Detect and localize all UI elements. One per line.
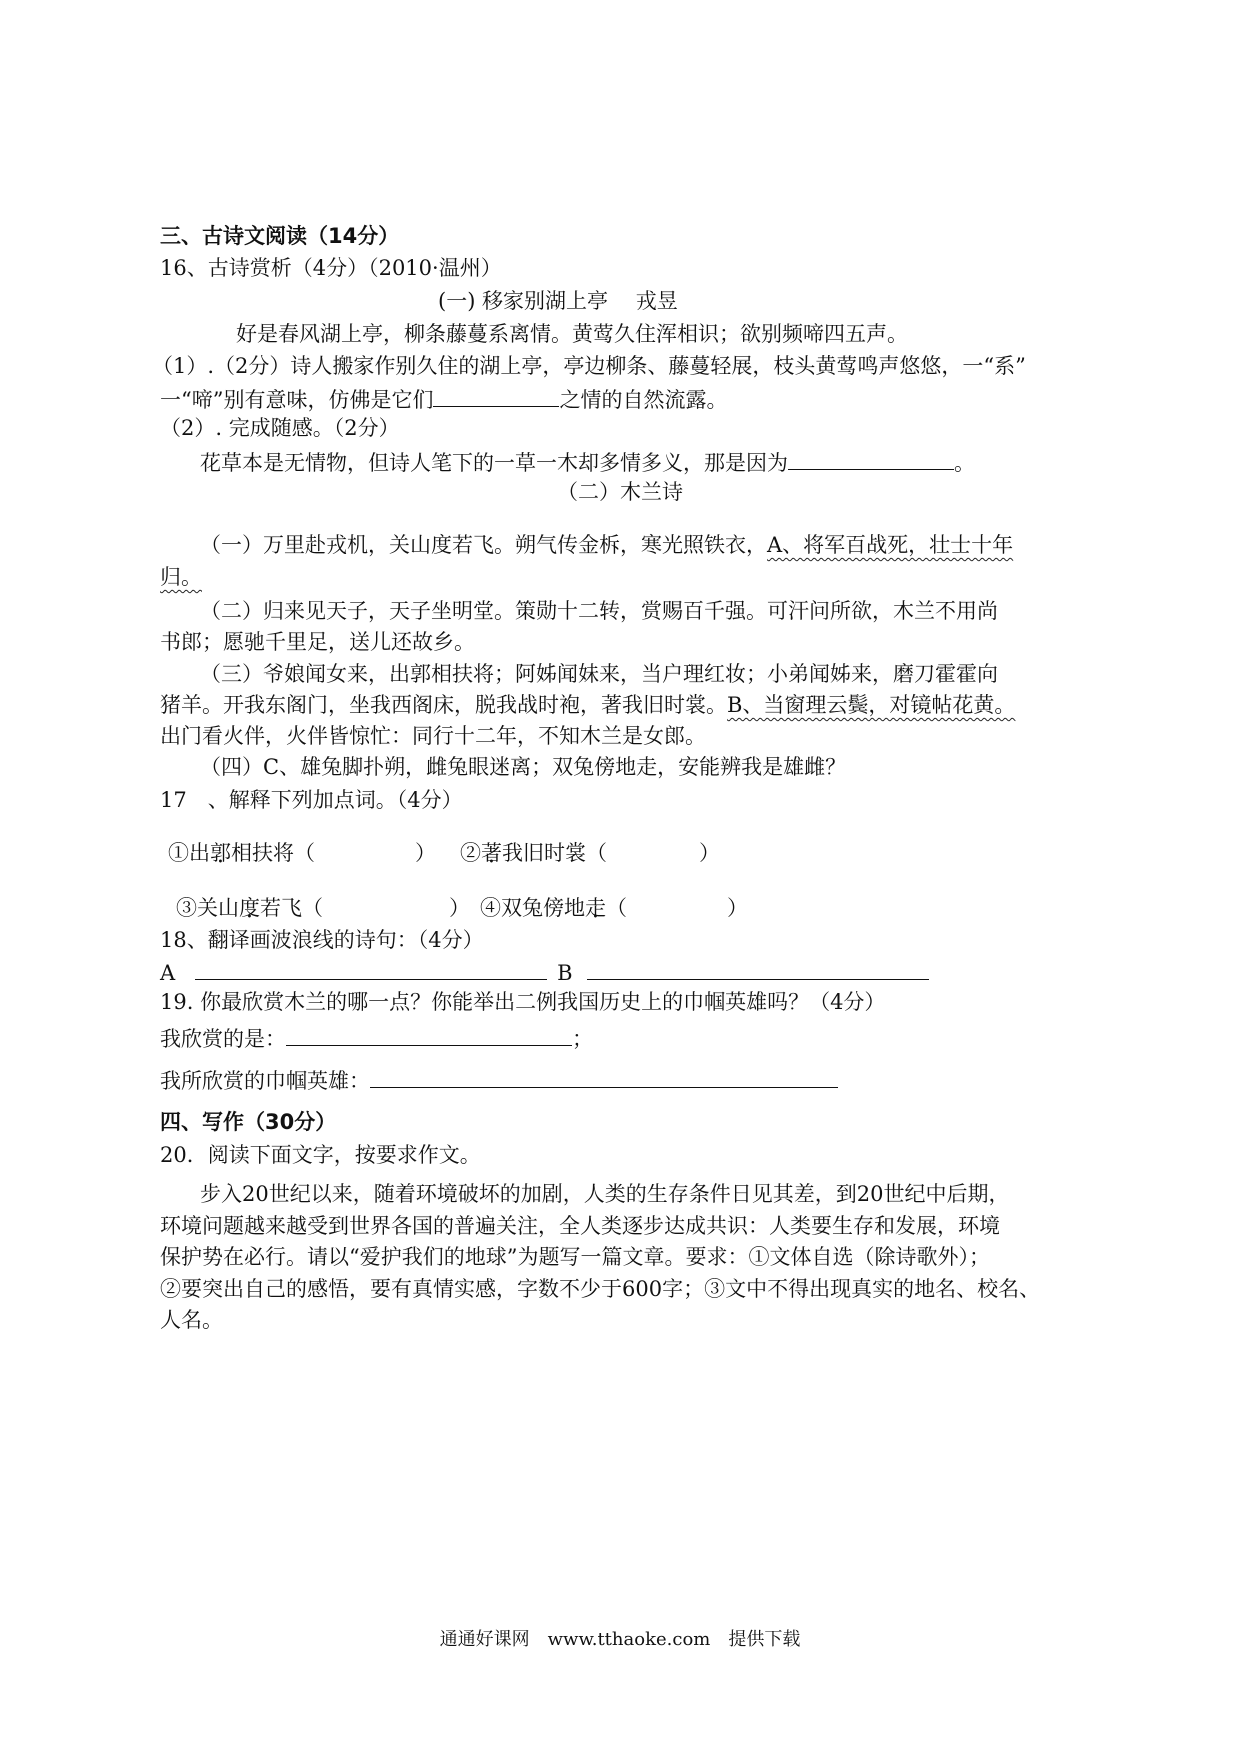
answer-blank-a[interactable] [195, 957, 547, 980]
q16-2-text [200, 447, 975, 477]
q16-1-text-a: 一“啼”别有意味，仿佛是它们 [160, 388, 434, 412]
wavy-line-a: A、将军百战死，壮士十年 [767, 533, 1014, 557]
q17-title: 17 、解释下列加点词。（4分） [160, 788, 463, 812]
para1-line2 [160, 563, 202, 591]
q20-line5: 人名。 [160, 1308, 223, 1332]
q18-title: 18、翻译画波浪线的诗句：（4分） [160, 928, 484, 952]
q16-title: 16、古诗赏析（4分）（2010·温州） [160, 256, 502, 280]
q17-item4: ④双兔傍地走（ ） [480, 896, 748, 920]
q16-1-line1: （1）.（2分）诗人搬家作别久住的湖上亭，亭边柳条、藤蔓轻展，枝头黄莺鸣声悠悠，一“系” [152, 354, 1026, 378]
q18-answers [160, 957, 929, 987]
para3-line1: （三）爷娘闻女来，出郭相扶将；阿姊闻妹来，当户理红妆；小弟闻姊来，磨刀霍霍向 [200, 662, 998, 686]
page-footer: 通通好课网 www.tthaoke.com 提供下载 [439, 1629, 801, 1650]
q19-answer1: 我欣赏的是： ； [160, 1023, 593, 1053]
section3-title: 三、古诗文阅读（14分） [160, 224, 400, 248]
q19-answer2: 我所欣赏的巾帼英雄： [160, 1065, 838, 1095]
para3-line3: 出门看火伴，火伴皆惊忙：同行十二年，不知木兰是女郎。 [160, 724, 706, 748]
section4-title: 四、写作（30分） [160, 1110, 337, 1134]
para1-line1 [200, 531, 1013, 559]
q17-item1: ①出郭相扶将（ ） [168, 841, 436, 865]
q19-title: 19. 你最欣赏木兰的哪一点？你能举出二例我国历史上的巾帼英雄吗？（4分） [160, 990, 886, 1014]
para2-line2: 书郎；愿驰千里足，送儿还故乡。 [160, 630, 475, 654]
q18-label-b: B [557, 961, 573, 985]
answer-blank[interactable] [788, 447, 954, 470]
q20-line4: ②要突出自己的感悟，要有真情实感，字数不少于600字；③文中不得出现真实的地名、校名、 [160, 1277, 1041, 1301]
q16-1-text-b: 之情的自然流露。 [559, 388, 728, 412]
q16-1-line2 [160, 384, 727, 414]
answer-blank[interactable] [286, 1023, 572, 1046]
wavy-line-b: B、当窗理云鬓，对镜帖花黄。 [727, 693, 1016, 717]
q18-label-a: A [160, 961, 176, 985]
q20-title: 20．阅读下面文字，按要求作文。 [160, 1143, 481, 1167]
dotted-char: 度 [239, 896, 260, 920]
q20-line3: 保护势在必行。请以“爱护我们的地球”为题写一篇文章。要求：①文体自选（除诗歌外）； [160, 1245, 990, 1269]
dotted-char: 郭 [210, 841, 231, 865]
wavy-line-a-end: 归。 [160, 565, 202, 589]
para4-line1: （四）C、雄兔脚扑朔，雌兔眼迷离；双兔傍地走，安能辨我是雄雌？ [200, 755, 847, 779]
para1-text: （一）万里赴戎机，关山度若飞。朔气传金柝，寒光照铁衣， [200, 533, 767, 557]
q16-2-text-a: 花草本是无情物，但诗人笔下的一草一木却多情多义，那是因为 [200, 451, 788, 475]
poem1-title: (一) 移家别湖上亭 戎昱 [438, 289, 678, 313]
answer-blank[interactable] [370, 1065, 838, 1088]
poem2-title: （二）木兰诗 [557, 480, 683, 504]
para3-line2 [160, 691, 1015, 719]
answer-blank-b[interactable] [587, 957, 929, 980]
para2-line1: （二）归来见天子，天子坐明堂。策勋十二转，赏赐百千强。可汗问所欲，木兰不用尚 [200, 599, 998, 623]
dotted-char: 著 [481, 841, 502, 865]
q20-line2: 环境问题越来越受到世界各国的普遍关注，全人类逐步达成共识：人类要生存和发展，环境 [160, 1214, 1000, 1238]
dotted-char: 走 [585, 896, 606, 920]
answer-blank[interactable] [433, 384, 559, 407]
q16-2-text-b: 。 [954, 451, 975, 475]
q16-2-title: （2）. 完成随感。（2分） [160, 416, 400, 440]
q17-item3: ③关山度若飞（ ） [176, 896, 470, 920]
para3-text: 猪羊。开我东阁门，坐我西阁床，脱我战时袍，著我旧时裳。 [160, 693, 727, 717]
q20-line1: 步入20世纪以来，随着环境破坏的加剧，人类的生存条件日见其差，到20世纪中后期， [200, 1182, 1010, 1206]
q17-item2: ②著我旧时裳（ ） [460, 841, 720, 865]
poem1-text: 好是春风湖上亭，柳条藤蔓系离情。黄莺久住浑相识；欲别频啼四五声。 [236, 322, 908, 346]
